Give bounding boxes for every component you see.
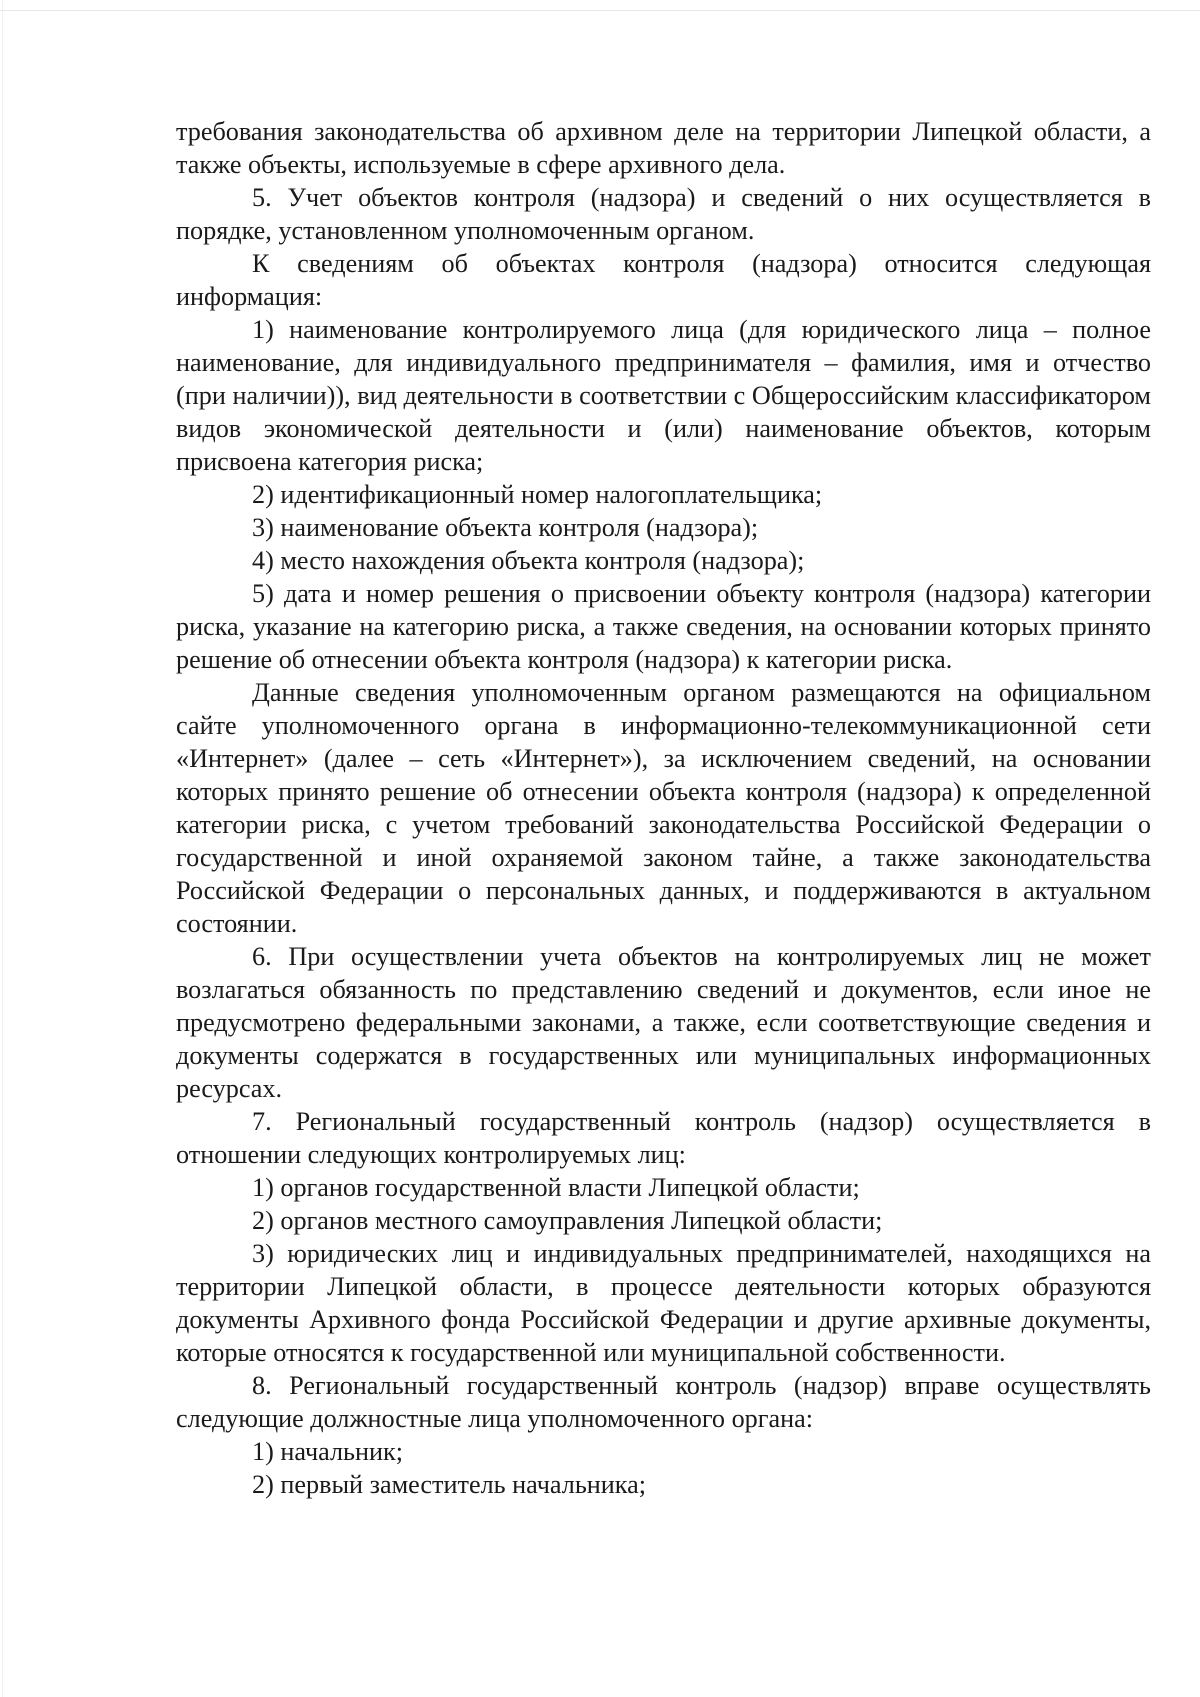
paragraph: 4) место нахождения объекта контроля (надзора); <box>252 546 805 575</box>
paragraph: 1) начальник; <box>252 1437 404 1466</box>
paragraph: 8. Региональный государственный контроль (надзор) вправе осуществлять следующие должностные лица уполномоченного органа: <box>176 1371 1151 1433</box>
paragraph: 6. При осуществлении учета объектов на контролируемых лиц не может возлагаться обязанность по представлению сведений и документов, если иное не предусмотрено федеральными законами, а также, если соответствующие сведения и документы содержатся в государственных или муниципальных информационных ресурсах. <box>176 942 1151 1103</box>
paragraph: 5) дата и номер решения о присвоении объекту контроля (надзора) категории риска, указание на категорию риска, а также сведения, на основании которых принято решение об отнесении объекта контроля (надзора) к категории риска. <box>176 579 1151 674</box>
document-body <box>176 115 1151 1501</box>
paragraph: требования законодательства об архивном деле на территории Липецкой области, а также объекты, используемые в сфере архивного дела. <box>176 117 1151 179</box>
scan-edge-top <box>0 10 1200 11</box>
paragraph: 1) органов государственной власти Липецкой области; <box>252 1173 860 1202</box>
paragraph: Данные сведения уполномоченным органом размещаются на официальном сайте уполномоченного органа в информационно-телекоммуникационной сети «Интернет» (далее – сеть «Интернет»), за исключением сведений, на основании которых принято решение об отнесении объекта контроля (надзора) к определенной категории риска, с учетом требований законодательства Российской Федерации о государственной и иной охраняемой законом тайне, а также законодательства Российской Федерации о персональных данных, и поддерживаются в актуальном состоянии. <box>176 678 1151 938</box>
scan-edge-left <box>2 0 3 1697</box>
paragraph: 3) юридических лиц и индивидуальных предпринимателей, находящихся на территории Липецкой области, в процессе деятельности которых образуются документы Архивного фонда Российской Федерации и другие архивные документы, которые относятся к государственной или муниципальной собственности. <box>176 1239 1151 1367</box>
paragraph: 2) органов местного самоуправления Липецкой области; <box>252 1206 883 1235</box>
paragraph: 2) первый заместитель начальника; <box>252 1470 647 1499</box>
paragraph: К сведениям об объектах контроля (надзора) относится следующая информация: <box>176 249 1151 311</box>
paragraph: 1) наименование контролируемого лица (для юридического лица – полное наименование, для индивидуального предпринимателя – фамилия, имя и отчество (при наличии)), вид деятельности в соответствии с Общероссийским классификатором видов экономической деятельности и (или) наименование объектов, которым присвоена категория риска; <box>176 315 1151 476</box>
paragraph: 2) идентификационный номер налогоплательщика; <box>252 480 823 509</box>
paragraph: 7. Региональный государственный контроль (надзор) осуществляется в отношении следующих контролируемых лиц: <box>176 1107 1151 1169</box>
paragraph: 3) наименование объекта контроля (надзора); <box>252 513 759 542</box>
paragraph: 5. Учет объектов контроля (надзора) и сведений о них осуществляется в порядке, установленном уполномоченным органом. <box>176 183 1151 245</box>
